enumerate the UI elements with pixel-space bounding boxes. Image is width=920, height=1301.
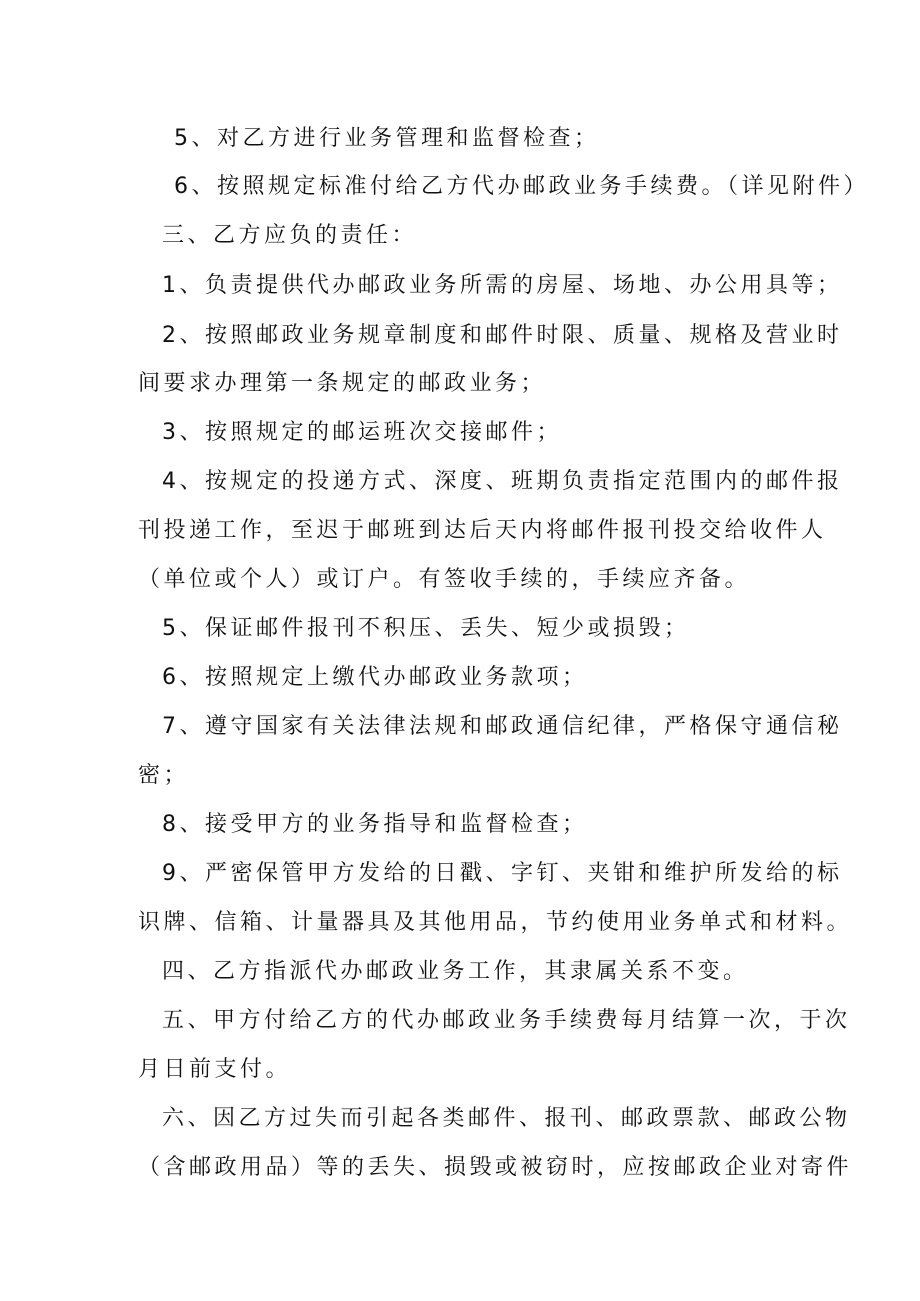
text-line: 8、接受甲方的业务指导和监督检查； <box>162 812 588 837</box>
text-line: 4、按规定的投递方式、深度、班期负责指定范围内的邮件报 <box>162 469 843 494</box>
text-line: 间要求办理第一条规定的邮政业务； <box>138 371 547 396</box>
text-line: 9、严密保管甲方发给的日戳、字钉、夹钳和维护所发给的标 <box>162 861 843 886</box>
text-line: 5、对乙方进行业务管理和监督检查； <box>174 126 600 151</box>
text-line: 刊投递工作，至迟于邮班到达后天内将邮件报刊投交给收件人 <box>138 518 827 543</box>
text-line: 四、乙方指派代办邮政业务工作，其隶属关系不变。 <box>162 959 749 984</box>
text-line: 6、按照规定上缴代办邮政业务款项； <box>162 665 588 690</box>
text-line: 六、因乙方过失而引起各类邮件、报刊、邮政票款、邮政公物 <box>162 1106 851 1131</box>
text-line: 6、按照规定标准付给乙方代办邮政业务手续费。（详见附件） <box>174 174 869 199</box>
text-line: 五、甲方付给乙方的代办邮政业务手续费每月结算一次，于次 <box>162 1008 851 1033</box>
text-line: 月日前支付。 <box>138 1057 292 1082</box>
text-line: 2、按照邮政业务规章制度和邮件时限、质量、规格及营业时 <box>162 323 843 348</box>
text-line: 3、按照规定的邮运班次交接邮件； <box>162 420 562 445</box>
text-line: 密； <box>138 763 190 788</box>
text-line: 7、遵守国家有关法律法规和邮政通信纪律，严格保守通信秘 <box>162 714 843 739</box>
text-line: （单位或个人）或订户。有签收手续的，手续应齐备。 <box>138 567 751 592</box>
text-line: 三、乙方应负的责任： <box>162 223 418 248</box>
text-line: （含邮政用品）等的丢失、损毁或被窃时，应按邮政企业对寄件 <box>138 1155 853 1180</box>
text-line: 5、保证邮件报刊不积压、丢失、短少或损毁； <box>162 616 690 641</box>
text-line: 识牌、信箱、计量器具及其他用品，节约使用业务单式和材料。 <box>138 910 853 935</box>
text-line: 1、负责提供代办邮政业务所需的房屋、场地、办公用具等； <box>162 273 843 298</box>
